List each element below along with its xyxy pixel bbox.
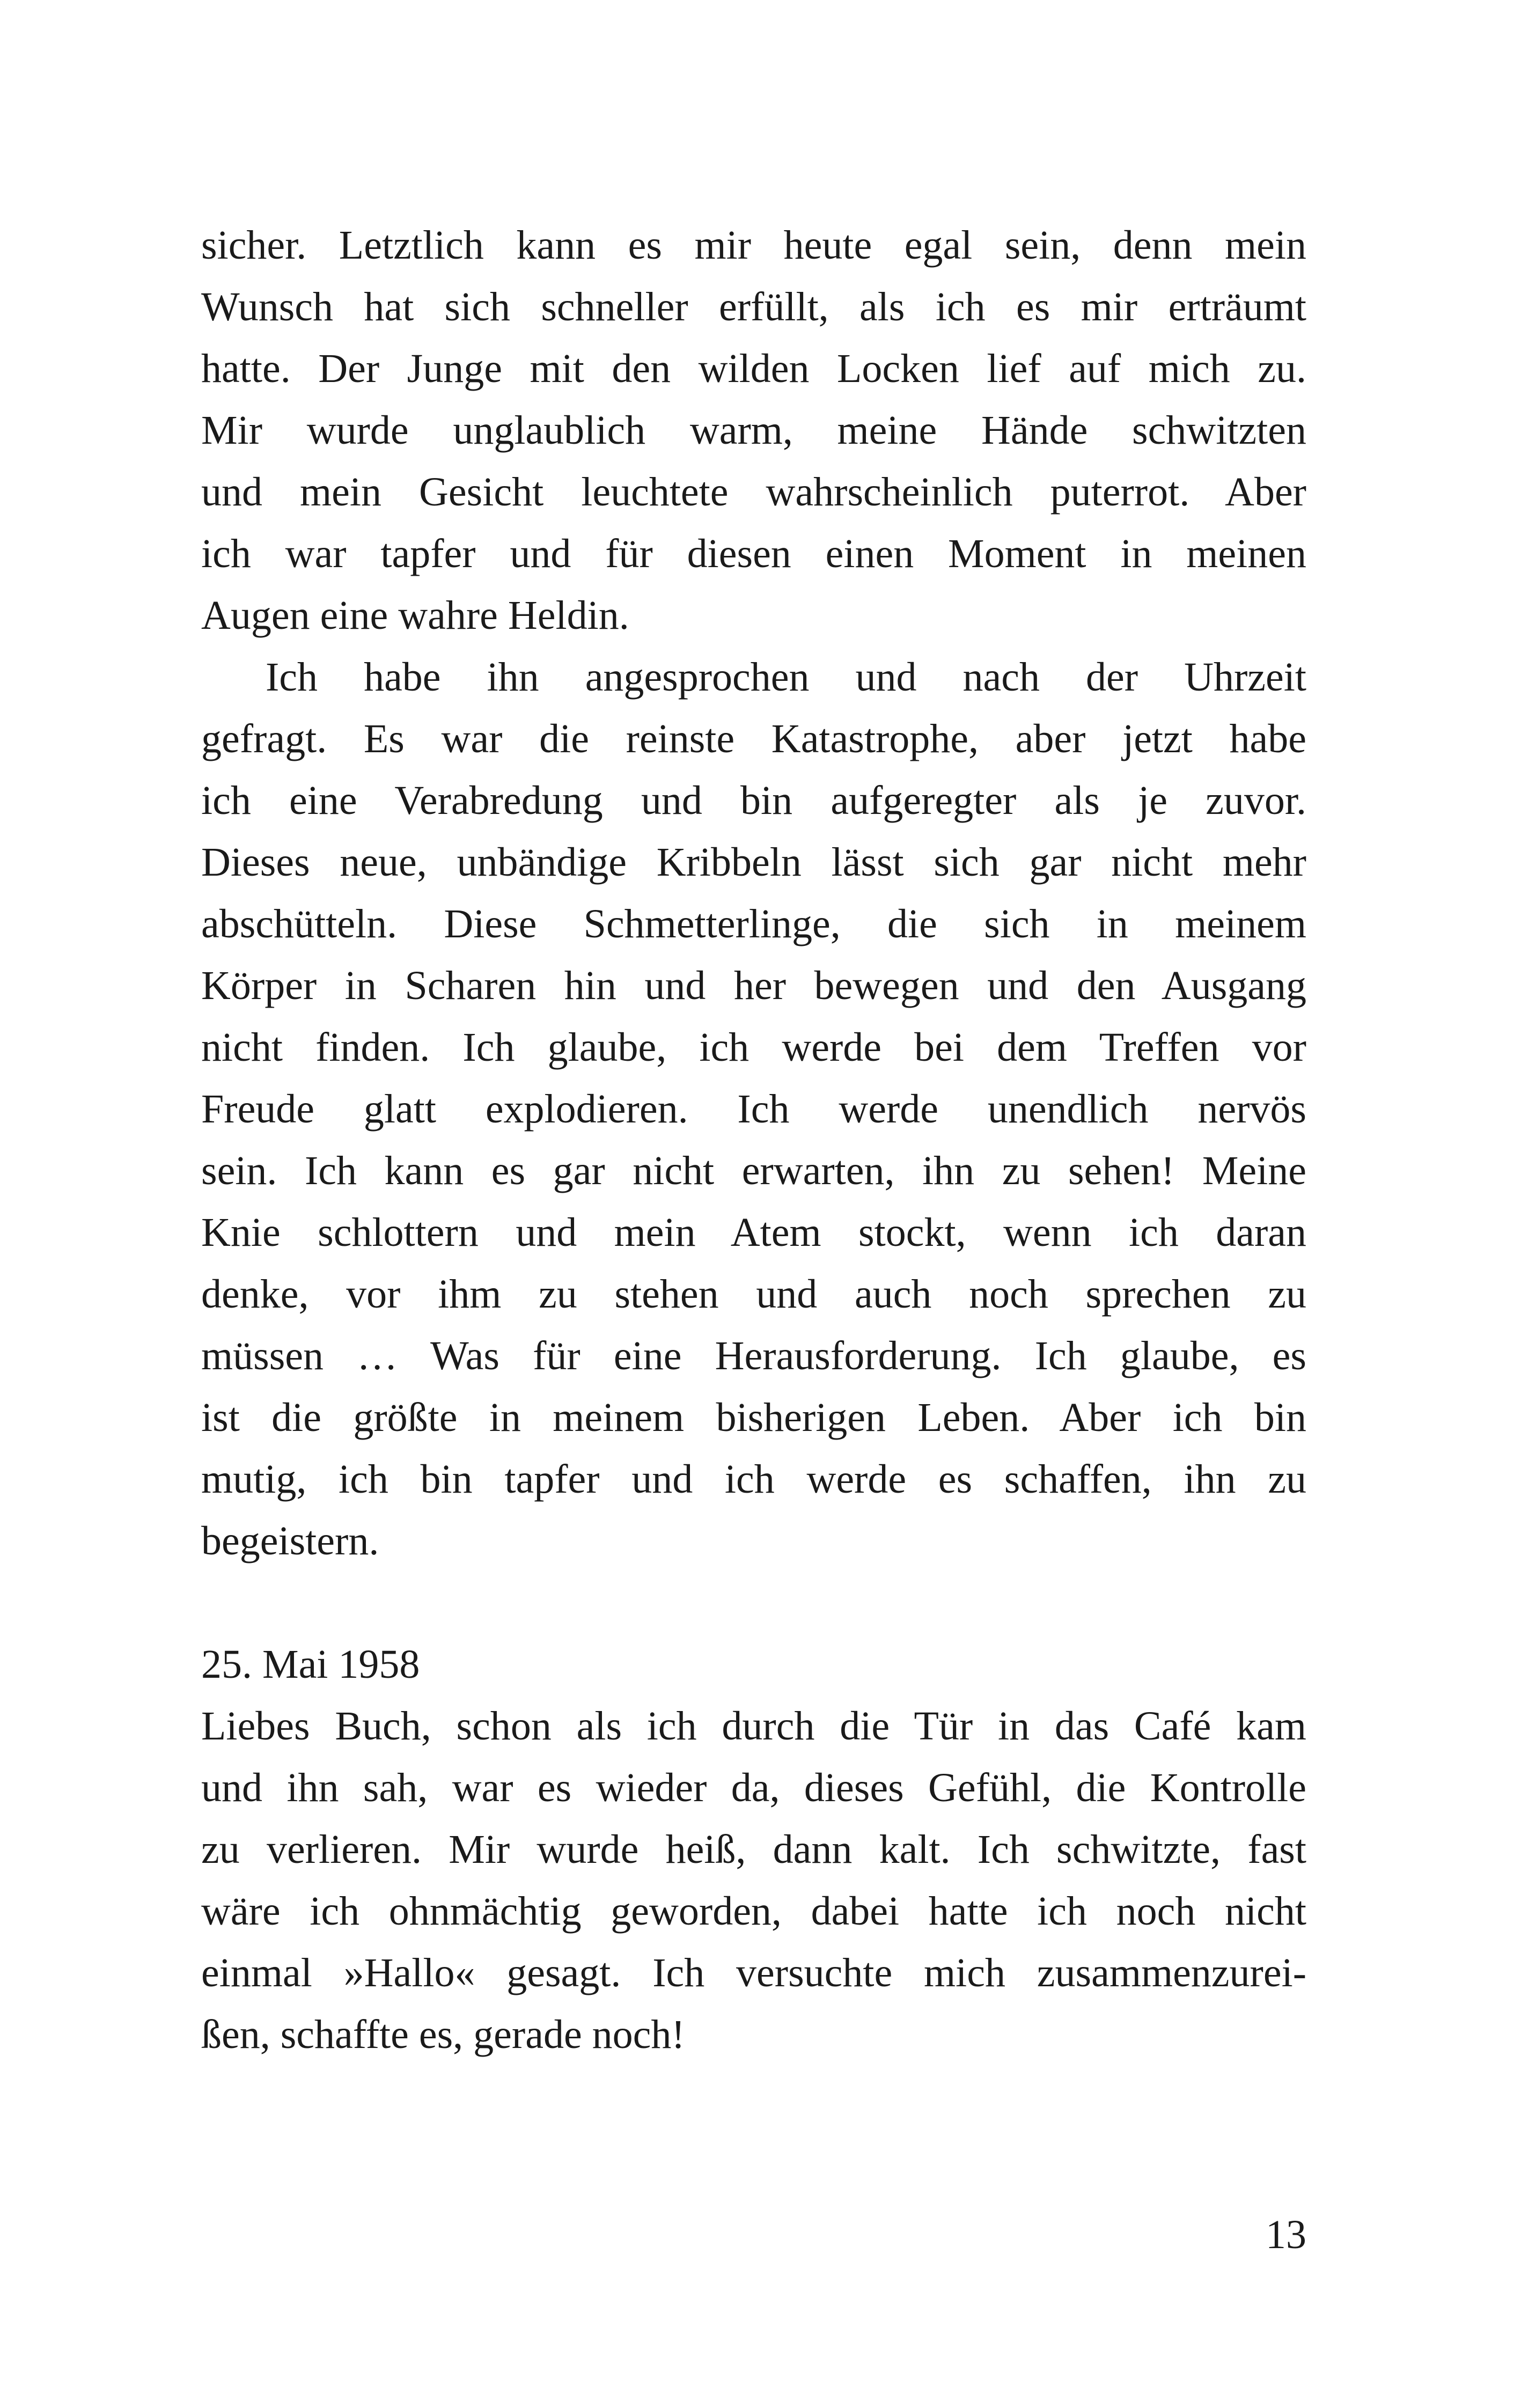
text-line: denke, vor ihm zu stehen und auch noch sprechen zu <box>201 1272 1306 1317</box>
text-line: Augen eine wahre Heldin. <box>201 593 629 638</box>
text-line: sicher. Letztlich kann es mir heute egal sein, denn mein <box>201 223 1306 268</box>
text-line: Dieses neue, unbändige Kribbeln lässt sich gar nicht mehr <box>201 840 1306 885</box>
text-line: Ich habe ihn angesprochen und nach der Uhrzeit <box>266 655 1306 700</box>
text-line: nicht finden. Ich glaube, ich werde bei dem Treffen vor <box>201 1025 1306 1070</box>
text-line: sein. Ich kann es gar nicht erwarten, ihn zu sehen! Meine <box>201 1148 1306 1193</box>
text-line: Liebes Buch, schon als ich durch die Tür in das Café kam <box>201 1704 1306 1749</box>
text-line: ich war tapfer und für diesen einen Moment in meinen <box>201 531 1306 576</box>
text-line: mutig, ich bin tapfer und ich werde es schaffen, ihn zu <box>201 1457 1306 1502</box>
date-line: 25. Mai 1958 <box>201 1642 420 1687</box>
text-line: begeistern. <box>201 1518 379 1563</box>
text-line: müssen … Was für eine Herausforderung. Ich glaube, es <box>201 1333 1306 1378</box>
text-line: Mir wurde unglaublich warm, meine Hände schwitzten <box>201 408 1306 453</box>
text-line: und ihn sah, war es wieder da, dieses Gefühl, die Kontrolle <box>201 1765 1306 1810</box>
text-line: gefragt. Es war die reinste Katastrophe, aber jetzt habe <box>201 716 1306 761</box>
text-line: ßen, schaffte es, gerade noch! <box>201 2012 685 2057</box>
page-number: 13 <box>1266 2212 1306 2257</box>
text-line: einmal »Hallo« gesagt. Ich versuchte mich zusammenzurei- <box>201 1950 1306 1995</box>
text-line: Freude glatt explodieren. Ich werde unendlich nervös <box>201 1086 1306 1132</box>
text-line: ich eine Verabredung und bin aufgeregter als je zuvor. <box>201 778 1306 823</box>
text-line: Körper in Scharen hin und her bewegen und den Ausgang <box>201 963 1306 1008</box>
text-line: ist die größte in meinem bisherigen Leben. Aber ich bin <box>201 1395 1306 1440</box>
text-line: hatte. Der Junge mit den wilden Locken lief auf mich zu. <box>201 346 1306 391</box>
text-line: und mein Gesicht leuchtete wahrscheinlich puterrot. Aber <box>201 469 1306 515</box>
text-line: abschütteln. Diese Schmetterlinge, die sich in meinem <box>201 901 1306 946</box>
text-line: Wunsch hat sich schneller erfüllt, als ich es mir erträumt <box>201 284 1306 329</box>
text-line: zu verlieren. Mir wurde heiß, dann kalt. Ich schwitzte, fast <box>201 1827 1306 1872</box>
text-line: Knie schlottern und mein Atem stockt, wenn ich daran <box>201 1210 1306 1255</box>
text-line: wäre ich ohnmächtig geworden, dabei hatte ich noch nicht <box>201 1889 1306 1934</box>
